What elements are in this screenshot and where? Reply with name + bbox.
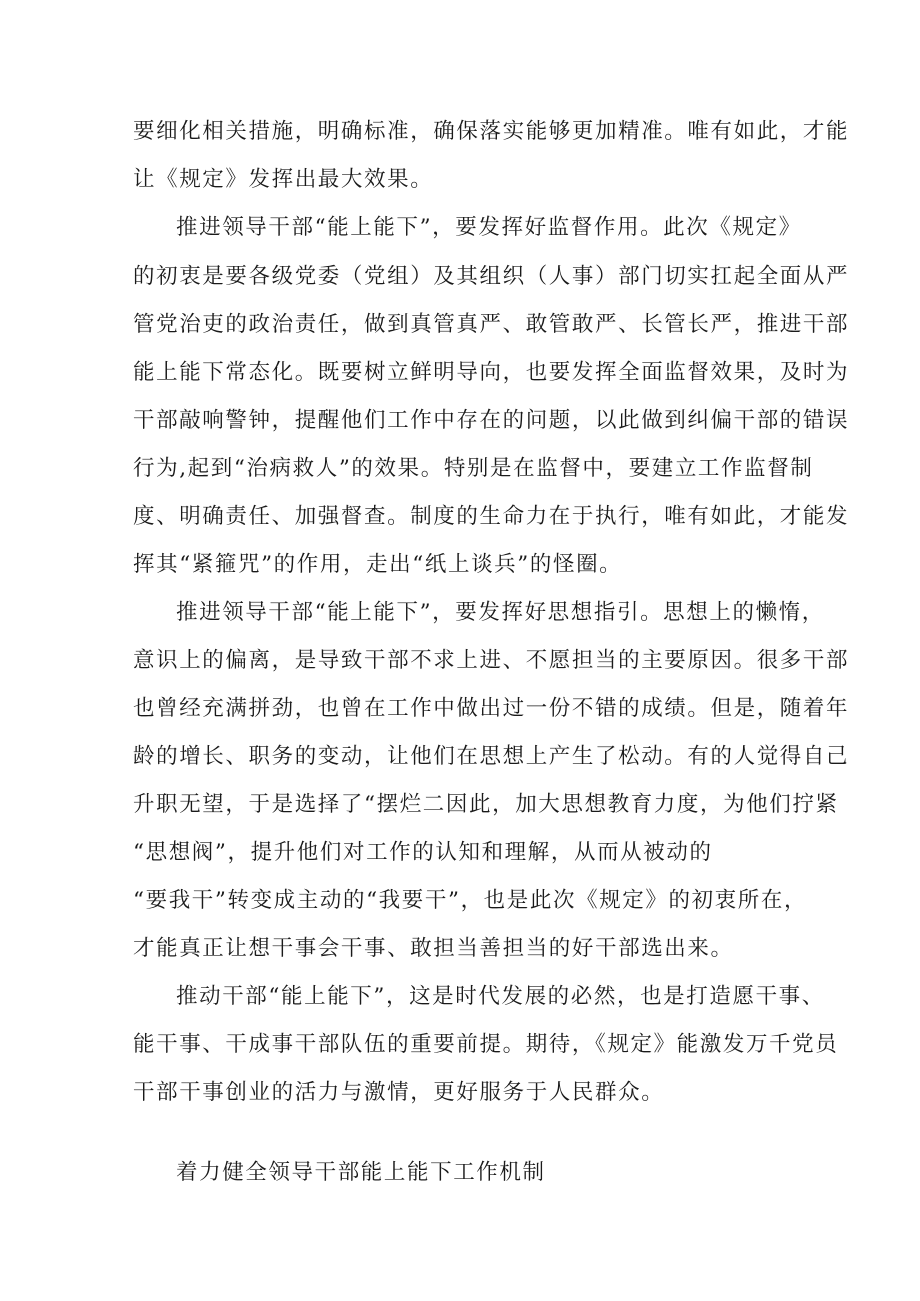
paragraph-line: 意识上的偏离，是导致干部不求上进、不愿担当的主要原因。很多干部 (133, 648, 850, 673)
paragraph-line: 推进领导干部“能上能下”，要发挥好思想指引。思想上的懒惰， (176, 600, 825, 625)
paragraph-line: 也曾经充满拼劲，也曾在工作中做出过一份不错的成绩。但是，随着年 (133, 696, 850, 721)
paragraph-line: 要细化相关措施，明确标准，确保落实能够更加精准。唯有如此，才能 (133, 119, 850, 144)
paragraph-line: 能干事、干成事干部队伍的重要前提。期待，《规定》能激发万千党员 (133, 1032, 839, 1057)
paragraph-line: “要我干”转变成主动的“我要干”，也是此次《规定》的初衷所在， (133, 888, 808, 913)
section-heading: 着力健全领导干部能上能下工作机制 (176, 1160, 546, 1185)
paragraph-line: 龄的增长、职务的变动，让他们在思想上产生了松动。有的人觉得自己 (133, 744, 850, 769)
paragraph-line: 干部干事创业的活力与激情，更好服务于人民群众。 (133, 1080, 665, 1105)
paragraph-line: 推进领导干部“能上能下”，要发挥好监督作用。此次《规定》 (176, 215, 802, 240)
paragraph-line: 的初衷是要各级党委（党组）及其组织（人事）部门切实扛起全面从严 (133, 264, 850, 289)
paragraph-line: 才能真正让想干事会干事、敢担当善担当的好干部选出来。 (133, 936, 734, 961)
paragraph-line: 度、明确责任、加强督查。制度的生命力在于执行，唯有如此，才能发 (133, 504, 850, 529)
paragraph-line: 行为,起到“治病救人”的效果。特别是在监督中，要建立工作监督制 (133, 456, 814, 481)
paragraph-line: “思想阀”，提升他们对工作的认知和理解，从而从被动的 (133, 840, 713, 865)
paragraph-line: 挥其“紧箍咒”的作用，走出“纸上谈兵”的怪圈。 (133, 552, 623, 577)
paragraph-line: 升职无望，于是选择了“摆烂二因此，加大思想教育力度，为他们拧紧 (133, 792, 839, 817)
paragraph-line: 推动干部“能上能下”，这是时代发展的必然，也是打造愿干事、 (176, 984, 825, 1009)
paragraph-line: 让《规定》发挥出最大效果。 (133, 167, 434, 192)
paragraph-line: 能上能下常态化。既要树立鲜明导向，也要发挥全面监督效果，及时为 (133, 360, 850, 385)
paragraph-line: 管党治吏的政治责任，做到真管真严、敢管敢严、长管长严，推进干部 (133, 312, 850, 337)
paragraph-line: 干部敲响警钟，提醒他们工作中存在的问题，以此做到纠偏干部的错误 (133, 408, 850, 433)
